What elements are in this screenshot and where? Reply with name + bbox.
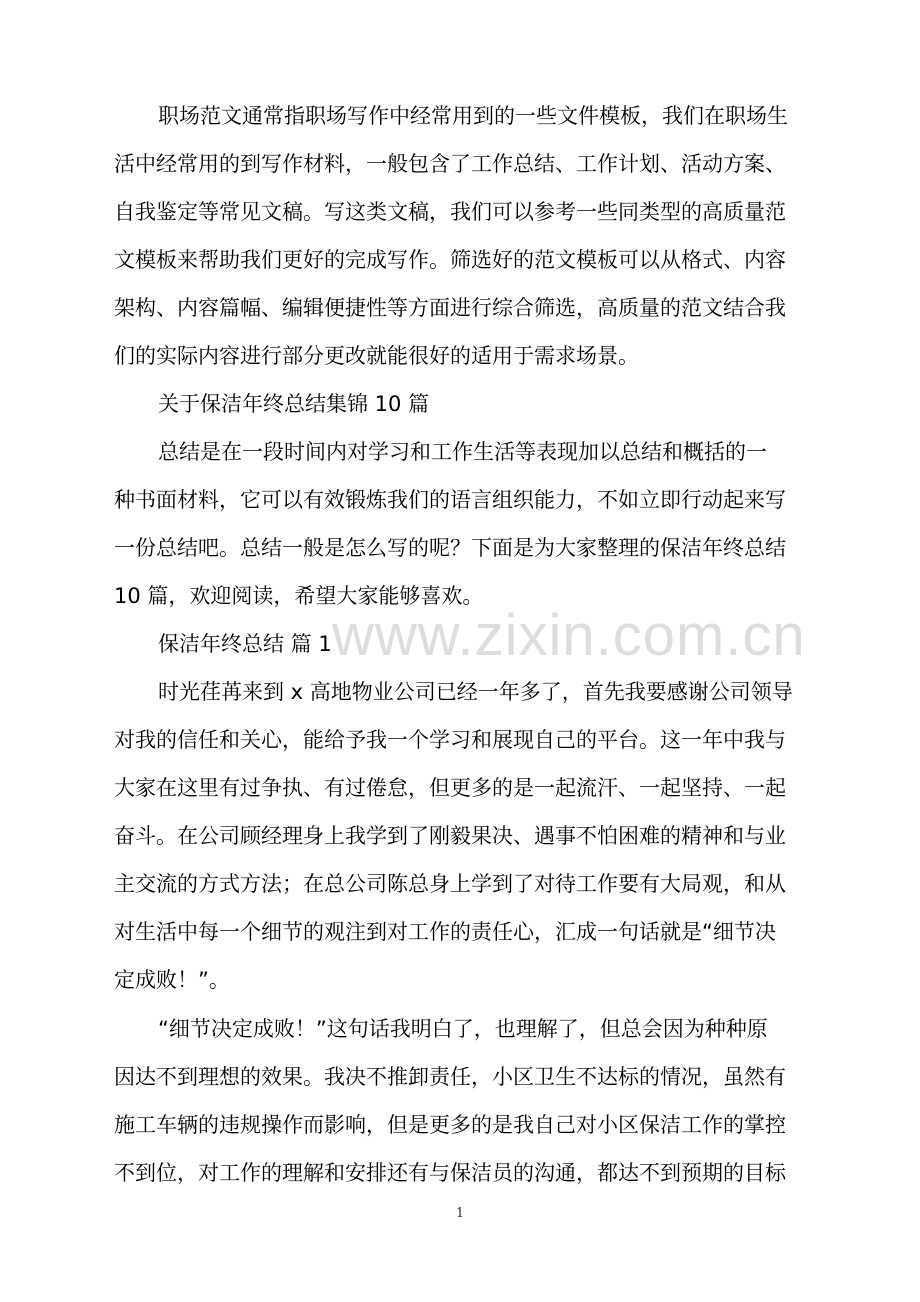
text-line: 不到位，对工作的理解和安排还有与保洁员的沟通，都达不到预期的目标 [114, 1161, 786, 1185]
text-line: 因达不到理想的效果。我决不推卸责任，小区卫生不达标的情况，虽然有 [114, 1065, 786, 1089]
section-heading: 保洁年终总结 篇 1 [158, 632, 332, 656]
text-line: 对我的信任和关心，能给予我一个学习和展现自己的平台。这一年中我与 [114, 728, 786, 752]
text-line: 架构、内容篇幅、编辑便捷性等方面进行综合筛选，高质量的范文结合我 [114, 296, 786, 320]
text-line: 职场范文通常指职场写作中经常用到的一些文件模板，我们在职场生 [158, 104, 788, 128]
page-number: 1 [455, 1206, 465, 1221]
text-line: 大家在这里有过争执、有过倦怠，但更多的是一起流汗、一起坚持、一起 [114, 776, 786, 800]
text-line: 施工车辆的违规操作而影响，但是更多的是我自己对小区保洁工作的掌控 [114, 1113, 786, 1137]
text-line: 定成败！”。 [114, 968, 230, 992]
text-line: “细节决定成败！”这句话我明白了，也理解了，但总会因为种种原 [158, 1017, 768, 1041]
text-line: 自我鉴定等常见文稿。写这类文稿，我们可以参考一些同类型的高质量范 [114, 200, 786, 224]
text-line: 对生活中每一个细节的观注到对工作的责任心，汇成一句话就是“细节决 [114, 920, 776, 944]
text-line: 奋斗。在公司顾经理身上我学到了刚毅果决、遇事不怕困难的精神和与业 [114, 824, 786, 848]
text-line: 主交流的方式方法；在总公司陈总身上学到了对待工作要有大局观，和从 [114, 872, 786, 896]
text-line: 总结是在一段时间内对学习和工作生活等表现加以总结和概括的一 [158, 440, 767, 464]
text-line: 活中经常用的到写作材料，一般包含了工作总结、工作计划、活动方案、 [114, 152, 786, 176]
text-line: 种书面材料，它可以有效锻炼我们的语言组织能力，不如立即行动起来写 [114, 488, 786, 512]
text-line: 10 篇，欢迎阅读，希望大家能够喜欢。 [114, 584, 484, 608]
text-line: 们的实际内容进行部分更改就能很好的适用于需求场景。 [114, 344, 639, 368]
text-line: 一份总结吧。总结一般是怎么写的呢？下面是为大家整理的保洁年终总结 [114, 536, 786, 560]
text-line: 文模板来帮助我们更好的完成写作。筛选好的范文模板可以从格式、内容 [114, 248, 786, 272]
text-line: 时光荏苒来到 x 高地物业公司已经一年多了，首先我要感谢公司领导 [158, 680, 793, 704]
watermark: www.zixin.com.cn [332, 603, 806, 668]
section-heading: 关于保洁年终总结集锦 10 篇 [158, 392, 430, 416]
